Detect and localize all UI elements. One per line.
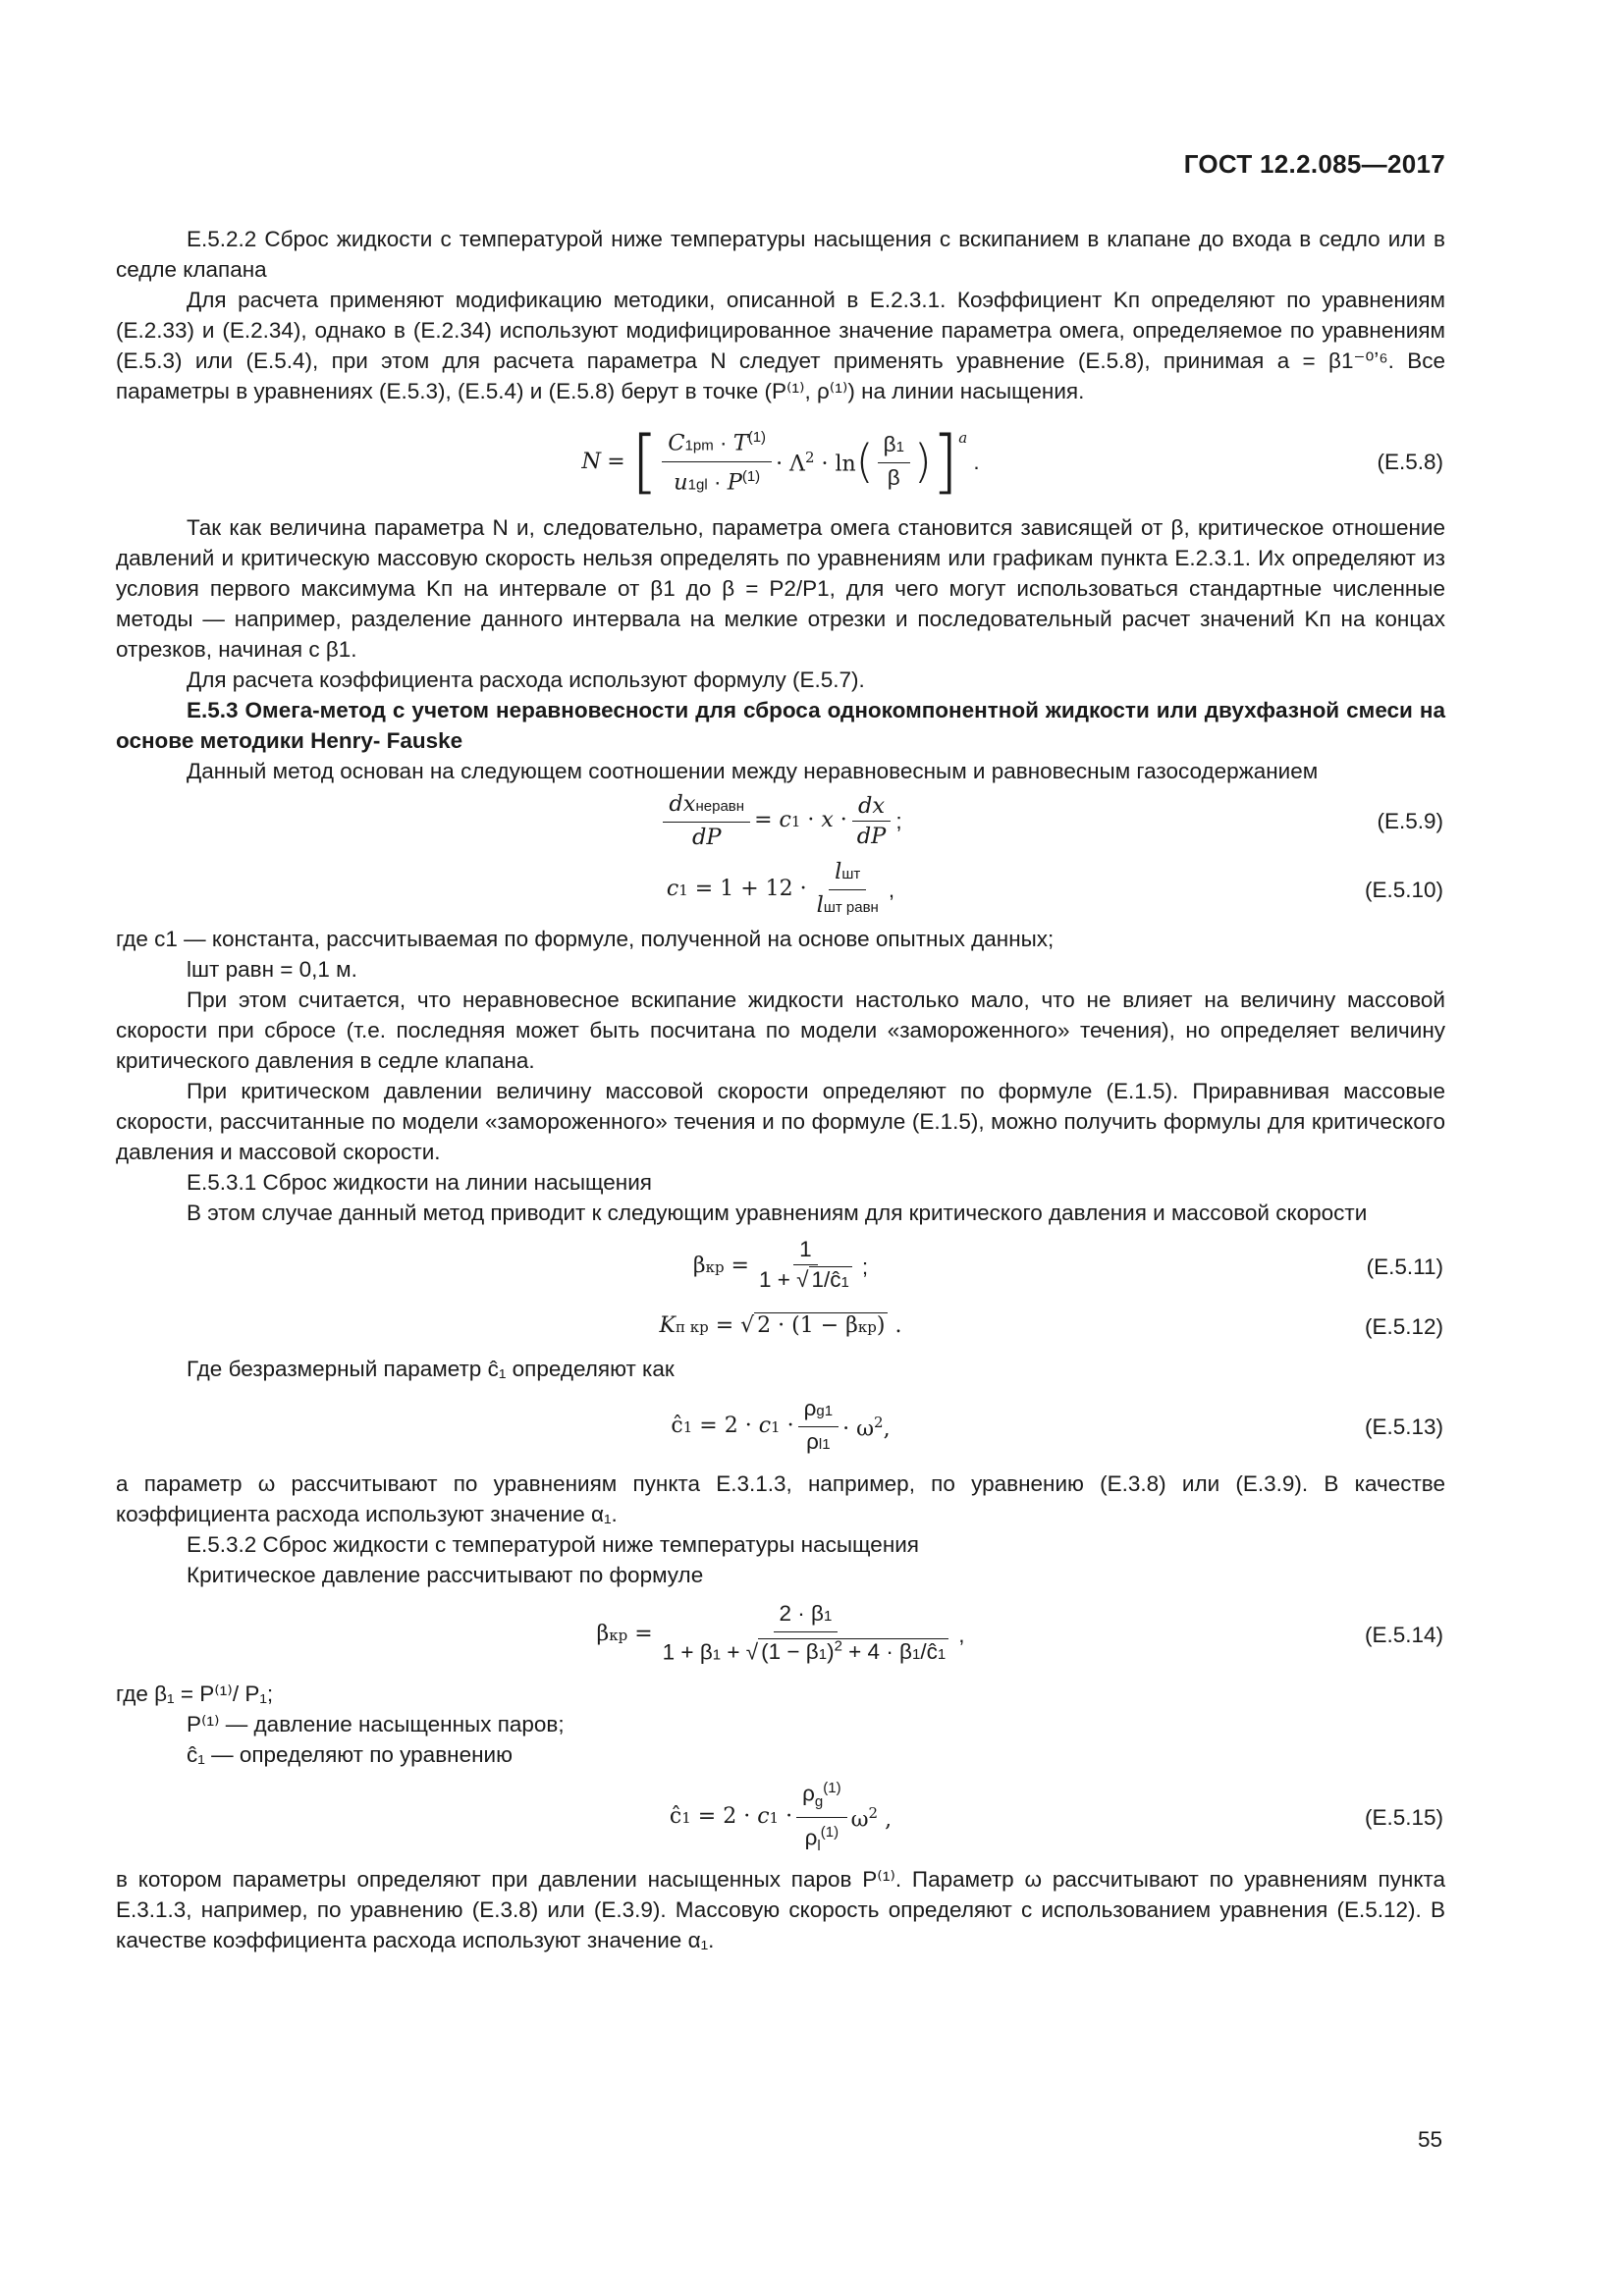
section-title-e531: E.5.3.1 Сброс жидкости на линии насыщения xyxy=(187,1170,652,1195)
equation-number: (E.5.13) xyxy=(1364,1414,1443,1439)
equation-number: (E.5.12) xyxy=(1364,1313,1443,1339)
equation-number: (E.5.11) xyxy=(1366,1254,1443,1279)
equation-number: (E.5.14) xyxy=(1364,1622,1443,1647)
paragraph: При этом считается, что неравновесное вскипание жидкости настолько мало, что не влияет на величину массовой скорости при сбросе (т.е. последняя может быть посчитана по модели «замороженного» течения), но определяет величину критического давления в седле клапана. xyxy=(116,988,1445,1073)
document-header: ГОСТ 12.2.085—2017 xyxy=(1183,149,1445,179)
definition-line: lшт равн = 0,1 м. xyxy=(187,957,357,982)
paragraph: При критическом давлении величину массовой скорости определяют по формуле (E.1.5). Приравнивая массовые скорости, рассчитанные по модели «замороженного» течения и по формуле (E.1.5), можно получить формулы для критического давления и массовой скорости. xyxy=(116,1079,1445,1164)
equation-e515: ĉ1 = 2 · c1 · $\frac{\rho_g^{(1)}}{\rho_l^{(1)}}$ $\omega^2$ , (E.5.15) xyxy=(116,1770,1445,1864)
paragraph: Данный метод основан на следующем соотношении между неравновесным и равновесным газосодержанием xyxy=(187,759,1319,783)
section-title-e522: E.5.2.2 Сброс жидкости с температурой ниже температуры насыщения с вскипанием в клапане до входа в седло или в седле клапана xyxy=(116,227,1445,282)
paragraph: а параметр ω рассчитывают по уравнениям пункта E.3.1.3, например, по уравнению (E.3.8) или (E.3.9). В качестве коэффициента расхода используют значение α₁. xyxy=(116,1471,1445,1526)
equation-e513: ĉ1 = 2 · c1 · $\frac{\rho g1}{\rho l1}$ · $\omega^2$, (E.5.13) xyxy=(671,1395,1443,1454)
definition-line: где β₁ = P⁽¹⁾/ P₁; xyxy=(116,1682,274,1706)
paragraph: Для расчета применяют модификацию методики, описанной в E.2.3.1. Коэффициент Kп определяют по уравнениям (E.2.33) и (E.2.34), однако в (E.2.34) используют модифицированное значение параметра омега, определяемое по уравнениям (E.5.3) или (E.5.4), при этом для расчета параметра N следует применять уравнение (E.5.8), принимая a = β1⁻⁰ʼ⁶. Все параметры в уравнениях (E.5.3), (E.5.4) и (E.5.8) берут в точке (P⁽¹⁾, ρ⁽¹⁾) на линии насыщения. xyxy=(116,288,1445,403)
paragraph: В этом случае данный метод приводит к следующим уравнениям для критического давления и массовой скорости xyxy=(187,1201,1368,1225)
paragraph: Так как величина параметра N и, следовательно, параметра омега становится зависящей от β, критическое отношение давлений и критическую массовую скорость нельзя определять по уравнениям или графикам пункта E.2.3.1. Их определяют из условия первого максимума Kп на интервале от β1 до β = P2/P1, для чего могут использоваться стандартные численные методы — например, разделение данного интервала на мелкие отрезки и последовательный расчет значений Kп на концах отрезков, начиная с β1. xyxy=(116,515,1445,662)
equation-e58: N = [ $\frac{C1pm \cdot T^{(1)}}{u1gl \cdot P^{(1)}}$ · $\Lambda^2 \cdot \ln$ ( $\frac{\beta 1}{\beta}$ ) ] $^a$ . (E.5.8) xyxy=(581,421,1443,502)
definition-line: ĉ₁ — определяют по уравнению xyxy=(187,1742,513,1767)
paragraph: Критическое давление рассчитывают по формуле xyxy=(187,1563,704,1587)
equation-number: (E.5.8) xyxy=(1377,449,1443,474)
equation-number: (E.5.10) xyxy=(1364,877,1443,902)
page-content xyxy=(116,224,1445,1955)
equation-number: (E.5.15) xyxy=(1364,1804,1443,1830)
definition-line: P⁽¹⁾ — давление насыщенных паров; xyxy=(187,1712,565,1736)
equation-number: (E.5.9) xyxy=(1377,808,1443,833)
equation-e511: βкр = $\frac{1}{1 + √ 1/ĉ1}$ ; (E.5.11) xyxy=(692,1237,1443,1292)
paragraph: в котором параметры определяют при давлении насыщенных паров P⁽¹⁾. Параметр ω рассчитывают по уравнениям пункта E.3.1.3, например, по уравнению (E.3.8) или (E.3.9). Массовую скорость определяют с использованием уравнения (E.5.12). В качестве коэффициента расхода используют значение α₁. xyxy=(116,1867,1445,1952)
equation-e514: βкр = $\frac{2 \cdot \beta 1}{1 + \beta 1 + √ (1 - \beta 1)^2 + 4 \cdot \beta 1/ĉ1}$ , (E.5.14) xyxy=(596,1600,1443,1665)
equation-e510: c1 = 1 + 12 · $\frac{\text{lшт}}{\text{lшт равн}}$ , (E.5.10) xyxy=(666,858,1443,918)
section-title-e53: E.5.3 Омега-метод с учетом неравновесности для сброса однокомпонентной жидкости или двухфазной смеси на основе методики Henry- Fauske xyxy=(116,698,1445,753)
page-number: 55 xyxy=(1417,2127,1442,2152)
paragraph: Где безразмерный параметр ĉ₁ определяют как xyxy=(187,1357,675,1381)
equation-e59: $\frac{\text{dxнеравн}}{dP}$ = c1 · x · $\frac{dx}{dP}$ ; (E.5.9) xyxy=(116,786,1445,855)
section-title-e532: E.5.3.2 Сброс жидкости с температурой ниже температуры насыщения xyxy=(187,1532,919,1557)
paragraph: Для расчета коэффициента расхода используют формулу (E.5.7). xyxy=(187,667,865,692)
equation-e512: Kп кр = √ 2 · (1 − βкр) . (E.5.12) xyxy=(116,1305,1445,1348)
definition-line: где c1 — константа, рассчитываемая по формуле, полученной на основе опытных данных; xyxy=(116,927,1055,951)
